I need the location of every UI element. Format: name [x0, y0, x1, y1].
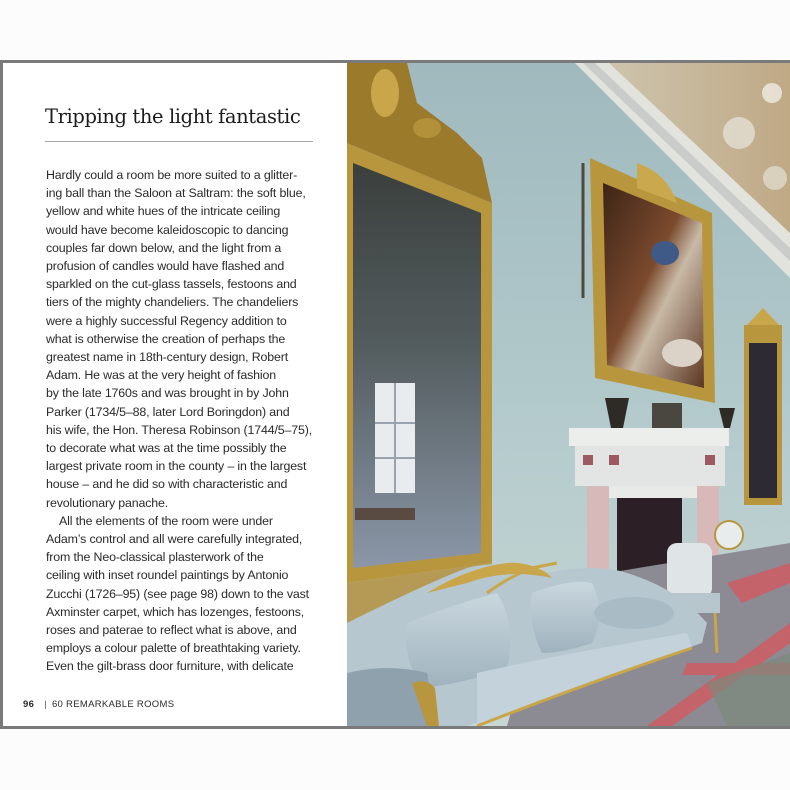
book-spread	[0, 60, 790, 729]
text-line: ing ball than the Saloon at Saltram: the soft blue,	[46, 186, 306, 201]
text-line: were a highly successful Regency addition to	[46, 313, 287, 328]
text-line: Parker (1734/5–88, later Lord Boringdon) and	[46, 404, 290, 419]
text-line: yellow and white hues of the intricate ceiling	[46, 204, 281, 219]
text-line: by the late 1760s and was brought in by John	[46, 386, 289, 401]
room-photograph	[347, 63, 790, 726]
text-line: Adam’s control and all were carefully integrated,	[46, 532, 303, 547]
text-line: ceiling with inset roundel paintings by Antonio	[46, 568, 289, 583]
text-line: what is otherwise the creation of perhaps the	[46, 331, 286, 346]
text-line: employs a colour palette of breathtaking variety.	[46, 641, 301, 656]
text-line: All the elements of the room were under	[59, 513, 273, 528]
text-line: couples far down below, and the light from a	[46, 240, 282, 255]
page-number: 96	[23, 699, 35, 710]
text-line: greatest name in 18th-century design, Robert	[46, 350, 289, 365]
text-line: sparkled on the cut-glass tassels, festoons and	[46, 277, 297, 292]
text-line: to decorate what was at the time possibly the	[46, 441, 287, 456]
text-line: profusion of candles would have flashed and	[46, 259, 285, 274]
page-title: Tripping the light fantastic	[45, 105, 301, 128]
body-text	[46, 166, 321, 676]
text-line: from the Neo-classical plasterwork of the	[46, 550, 264, 565]
text-line: Axminster carpet, which has lozenges, festoons,	[46, 604, 305, 619]
footer-separator: |	[44, 699, 47, 710]
text-line: Zucchi (1726–95) (see page 98) down to the vast	[46, 586, 309, 601]
text-line: Hardly could a room be more suited to a glitter-	[46, 168, 298, 182]
text-line: his wife, the Hon. Theresa Robinson (1744/5–75),	[46, 422, 313, 437]
text-line: Even the gilt-brass door furniture, with delicate	[46, 659, 294, 674]
section-title: 60 REMARKABLE ROOMS	[51, 699, 175, 710]
text-line: tiers of the mighty chandeliers. The chandeliers	[46, 295, 299, 310]
left-page	[3, 63, 347, 726]
text-line: largest private room in the county – in the largest	[46, 459, 307, 474]
saloon-photo-illustration	[347, 63, 790, 726]
title-rule	[45, 141, 313, 142]
text-line: revolutionary panache.	[46, 495, 169, 510]
text-line: house – and he did so with characteristic and	[46, 477, 288, 492]
text-line: roses and paterae to reflect what is above, and	[46, 623, 297, 638]
page-footer	[23, 699, 174, 710]
text-line: Adam. He was at the very height of fashion	[46, 368, 276, 383]
text-line: would have become kaleidoscopic to dancing	[46, 222, 289, 237]
